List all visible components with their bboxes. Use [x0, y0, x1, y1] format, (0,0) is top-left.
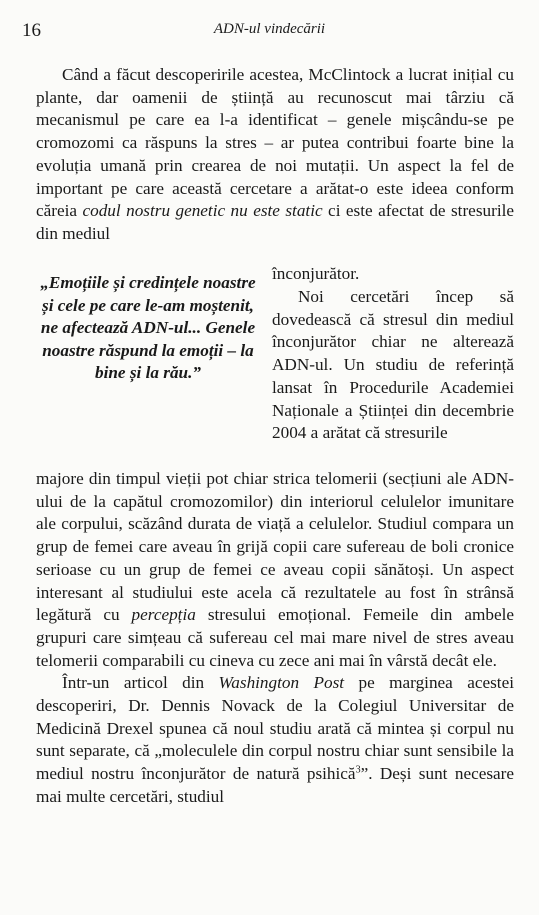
paragraph-2-3 — [36, 468, 514, 809]
paragraph-2-wide-end: stresului emoțional. Femeile din ambele grupuri care simțeau că sufereau cel mai mare nivel de stres aveau telomerii comparabili cu cineva cu zece ani mai în vârstă decât ele. — [36, 605, 514, 670]
paragraph-3-italic: Washington Post — [218, 673, 345, 693]
pull-quote — [36, 272, 260, 385]
paragraph-3-text: Într-un articol din — [62, 673, 219, 693]
running-title: ADN-ul vindecării — [213, 21, 326, 37]
paragraph-1-last-word: înconjurător. — [272, 264, 360, 283]
paragraph-1 — [36, 64, 514, 246]
page-number: 16 — [22, 20, 41, 41]
page-header — [0, 18, 539, 44]
pull-quote-text: „Emoțiile și credințele noastre și cele pe care le-am moștenit, ne afectează ADN-ul... Genele noastre răspund la emoții – la bine și la rău.” — [40, 273, 256, 382]
paragraph-2-narrow-text: Noi cercetări încep să dovedească că stresul din mediul înconjurător chiar ne alterează ADN-ul. Un studiu de referință lansat în Procedurile Academiei Naționale a Științei din decembrie 2004 a arătat că stresurile — [272, 287, 514, 443]
paragraph-3-text-end: ”. Deși sunt necesare mai multe cercetări, studiul — [36, 764, 514, 806]
paragraph-1-text-end: ci este afectat de stresurile din mediul — [36, 201, 514, 243]
paragraph-1-italic: codul nostru genetic nu este static — [82, 201, 323, 221]
footnote-ref: 3 — [355, 764, 361, 776]
paragraph-1-text: Când a făcut descoperirile acestea, McClintock a lucrat inițial cu plante, dar oamenii de știință au recunoscut mai târziu că mecanismul pe care ea l-a identificat – genele mișcându-se pe cromozomi ca răspuns la stres – ar putea contribui foarte bine la evoluția umană prin crearea de noi mutații. Un aspect la fel de important pe care această cercetare a arătat-o este ideea conform căreia — [36, 65, 514, 221]
paragraph-2-wide-text: majore din timpul vieții pot chiar strica telomerii (secțiuni ale ADN-ului de la capătul cromozomilor) din interiorul celulelor imunitare ale corpului, scăzând durata de viață a celulelor. Studiul compara un grup de femei care aveau în grijă copii care sufereau de boli cronice serioase cu un grup de femei ce aveau copii sănătoși. Un aspect interesant al studiului este acela că rezultatele au fost în strânsă legătură cu — [36, 469, 514, 625]
paragraph-2-narrow — [272, 286, 514, 445]
paragraph-3-text-mid: pe marginea acestei descoperiri, Dr. Dennis Novack de la Colegiul Universitar de Medicină Drexel spunea că noul studiu arată că mintea și corpul nu sunt separate, că „moleculele din corpul nostru chiar sunt sensibile la mediul nostru înconjurător de natură psihică — [36, 673, 514, 784]
paragraph-2-italic: percepția — [131, 605, 196, 625]
paragraph-1-ending — [272, 263, 514, 286]
